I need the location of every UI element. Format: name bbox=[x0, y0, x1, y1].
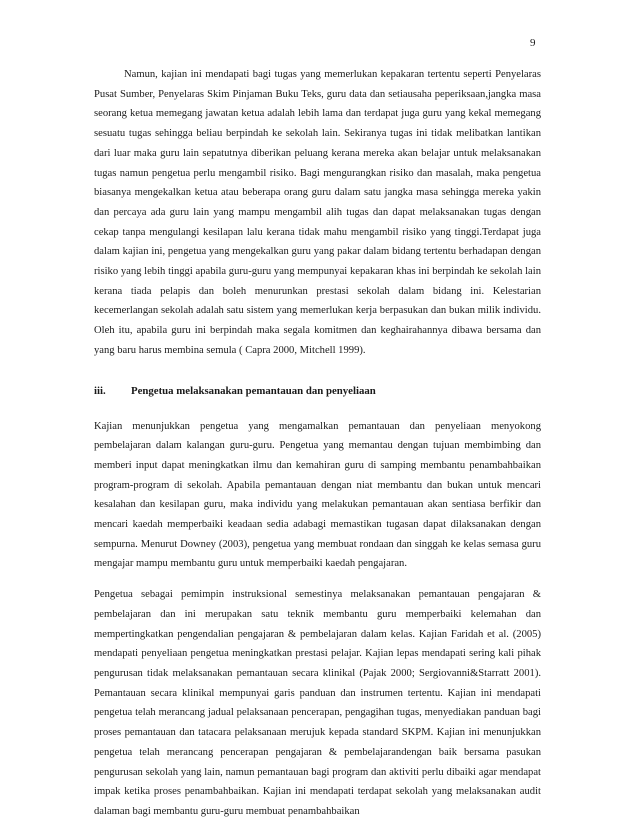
page-number: 9 bbox=[530, 37, 536, 49]
paragraph-1: Namun, kajian ini mendapati bagi tugas yang memerlukan kepakaran tertentu seperti Penyelaras Pusat Sumber, Penyelaras Skim Pinjaman Buku Teks, guru data dan setiausaha peperiksaan,jangka masa seorang ketua memegang jawatan ketua adalah lebih lama dan terdapat juga guru yang kekal memegang sesuatu tugas sehingga beliau berpindah ke sekolah lain. Sekiranya tugas ini tidak melibatkan lantikan dari luar maka guru lain sepatutnya diberikan peluang kerana mereka akan belajar untuk melaksanakan tugas namun pengetua perlu mengambil risiko. Bagi mengurangkan risiko dan masalah, maka pengetua biasanya mengekalkan ketua atau beberapa orang guru dalam satu jangka masa sehingga mereka yakin dan percaya ada guru lain yang mampu mengambil alih tugas dan dapat melaksanakan tugas dengan cekap tanpa mengulangi kesilapan lalu kerana tidak mahu mengambil risiko yang tinggi.Terdapat juga dalam kajian ini, pengetua yang mengekalkan guru yang pakar dalam bidang tertentu berhadapan dengan risiko yang lebih tinggi apabila guru-guru yang mempunyai kepakaran khas ini berpindah ke sekolah lain kerana tiada pelapis dan boleh menurunkan prestasi sekolah dalam bidang ini. Kelestarian kecemerlangan sekolah adalah satu sistem yang memerlukan kerja berpasukan dan bukan milik individu. Oleh itu, apabila guru ini berpindah maka segala komitmen dan keghairahannya dibawa bersama dan yang baru harus membina semula ( Capra 2000, Mitchell 1999). bbox=[94, 69, 541, 356]
paragraph-gap bbox=[94, 574, 541, 585]
paragraph-2: Kajian menunjukkan pengetua yang mengamalkan pemantauan dan penyeliaan menyokong pembelajaran dalam kalangan guru-guru. Pengetua yang memantau dengan tujuan membimbing dan memberi input dapat meningkatkan ilmu dan kemahiran guru di samping membantu penambahbaikan program-program di sekolah. Apabila pemantauan dengan niat membantu dan bukan untuk mencari kesalahan dan kesilapan guru, maka individu yang melakukan pemantauan akan sentiasa berfikir dan mencari kaedah memperbaiki keadaan sedia adabagi memastikan tugasan dapat dilaksanakan dengan sempurna. Menurut Downey (2003), pengetua yang membuat rondaan dan singgah ke kelas semasa guru mengajar mampu membantu guru untuk memperbaiki kaedah pengajaran. bbox=[94, 420, 541, 570]
section-heading bbox=[94, 383, 541, 399]
section-number: iii. bbox=[94, 384, 106, 397]
page-content bbox=[94, 65, 541, 822]
section-title: Pengetua melaksanakan pemantauan dan penyeliaan bbox=[131, 384, 376, 397]
paragraph-3: Pengetua sebagai pemimpin instruksional semestinya melaksanakan pemantauan pengajaran & pembelajaran dan ini merupakan satu teknik membantu guru memperbaiki kelemahan dan mempertingkatkan pengendalian pengajaran & pembelajaran dalam kelas. Kajian Faridah et al. (2005) mendapati penyeliaan pengetua meningkatkan prestasi pelajar. Kajian lepas mendapati sering kali pihak pengurusan tidak melaksanakan pemantauan secara klinikal (Pajak 2000; Sergiovanni&Starratt 2001). Pemantauan secara klinikal mempunyai garis panduan dan instrumen tertentu. Kajian ini mendapati pengetua telah merancang jadual pelaksanaan pencerapan, pengagihan tugas, menyediakan panduan bagi proses pemantauan dan tatacara pelaksanaan merujuk kepada standard SKPM. Kajian ini menunjukkan pengetua telah merancang pencerapan pengajaran & pembelajarandengan baik bersama pasukan pengurusan sekolah yang lain, namun pemantauan bagi program dan aktiviti perlu dibaiki agar mendapat impak ketika proses penambahbaikan. Kajian ini mendapati terdapat sekolah yang melaksanakan audit dalaman bagi membantu guru-guru membuat penambahbaikan bbox=[94, 589, 541, 817]
